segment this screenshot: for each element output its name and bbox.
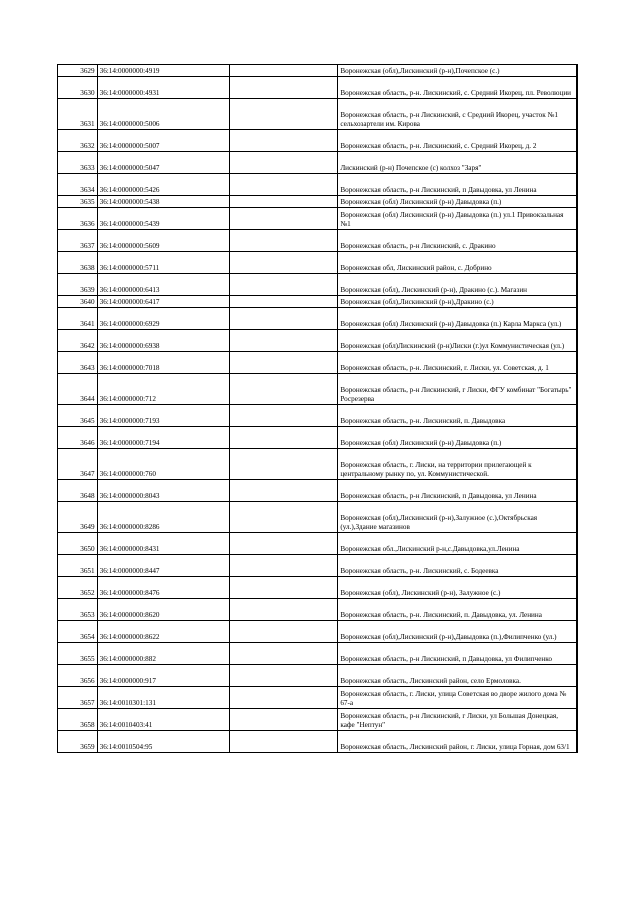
empty-cell bbox=[576, 374, 577, 405]
cadastral-number: 36:14:0000000:7194 bbox=[97, 427, 229, 449]
address: Воронежская область, г. Лиски, на территории прилегающей к центральному рынку по, ул. Коммунистической. bbox=[338, 449, 577, 480]
empty-cell bbox=[576, 208, 577, 230]
row-number: 3656 bbox=[58, 665, 98, 687]
empty-cell bbox=[229, 274, 338, 296]
table-row bbox=[58, 502, 578, 533]
empty-cell bbox=[576, 152, 577, 174]
cadastral-number: 36:14:0000000:7018 bbox=[97, 352, 229, 374]
cadastral-number: 36:14:0000000:882 bbox=[97, 643, 229, 665]
table-row bbox=[58, 330, 578, 352]
cadastral-number: 36:14:0000000:6417 bbox=[97, 296, 229, 308]
cadastral-number: 36:14:0000000:7193 bbox=[97, 405, 229, 427]
address: Воронежская (обл) Лискинский (р-н) Давыдовка (п.) bbox=[338, 427, 577, 449]
address: Воронежская область, г. Лиски, улица Советская во дворе жилого дома № 67-а bbox=[338, 687, 577, 709]
cadastral-number: 36:14:0000000:6929 bbox=[97, 308, 229, 330]
cadastral-number: 36:14:0000000:5711 bbox=[97, 252, 229, 274]
empty-cell bbox=[576, 230, 577, 252]
row-number: 3646 bbox=[58, 427, 98, 449]
empty-cell bbox=[229, 230, 338, 252]
empty-cell bbox=[576, 449, 577, 480]
empty-cell bbox=[576, 709, 577, 731]
empty-cell bbox=[229, 709, 338, 731]
row-number: 3647 bbox=[58, 449, 98, 480]
empty-cell bbox=[229, 621, 338, 643]
cadastral-number: 36:14:0000000:5609 bbox=[97, 230, 229, 252]
cadastral-number: 36:14:0000000:4931 bbox=[97, 77, 229, 99]
empty-cell bbox=[229, 196, 338, 208]
address: Воронежская область, Лискинский район, село Ермоловка. bbox=[338, 665, 577, 687]
row-number: 3650 bbox=[58, 533, 98, 555]
table-row bbox=[58, 449, 578, 480]
cadastral-number: 36:14:0000000:5047 bbox=[97, 152, 229, 174]
address: Воронежская область, р-н Лискинский, с Средний Икорец, участок №1 сельхозартели им. Кирова bbox=[338, 99, 577, 130]
table-row bbox=[58, 731, 578, 753]
cadastral-number: 36:14:0010504:95 bbox=[97, 731, 229, 753]
row-number: 3645 bbox=[58, 405, 98, 427]
empty-cell bbox=[576, 621, 577, 643]
row-number: 3630 bbox=[58, 77, 98, 99]
cadastral-number: 36:14:0000000:8476 bbox=[97, 577, 229, 599]
empty-cell bbox=[229, 308, 338, 330]
address: Воронежская (обл) Лискинский (р-н) Давыдовка (п.) ул.1 Привокзальная №1 bbox=[338, 208, 577, 230]
empty-cell bbox=[229, 502, 338, 533]
table-row bbox=[58, 427, 578, 449]
cadastral-number: 36:14:0000000:8431 bbox=[97, 533, 229, 555]
empty-cell bbox=[576, 665, 577, 687]
address: Воронежская область, р-н. Лискинский, п. Давыдовка bbox=[338, 405, 577, 427]
address: Воронежская область, Лискинский район, г. Лиски, улица Горная, дом 63/1 bbox=[338, 731, 577, 753]
address: Воронежская (обл)Лискинский (р-н)Лиски (г.)ул Коммунистическая (ул.) bbox=[338, 330, 577, 352]
empty-cell bbox=[229, 577, 338, 599]
empty-cell bbox=[229, 405, 338, 427]
address: Лискинский (р-н) Почепское (с) колхоз "Заря" bbox=[338, 152, 577, 174]
empty-cell bbox=[229, 555, 338, 577]
address: Воронежская (обл),Лискинский (р-н),Залужное (с.),Октябрьская (ул.),Здание магазинов bbox=[338, 502, 577, 533]
cadastral-number: 36:14:0000000:5007 bbox=[97, 130, 229, 152]
empty-cell bbox=[229, 77, 338, 99]
empty-cell bbox=[576, 533, 577, 555]
table-row bbox=[58, 99, 578, 130]
table-row bbox=[58, 252, 578, 274]
row-number: 3636 bbox=[58, 208, 98, 230]
empty-cell bbox=[229, 65, 338, 77]
table-row bbox=[58, 643, 578, 665]
table-row bbox=[58, 230, 578, 252]
address: Воронежская обл.,Лискинский р-н,с.Давыдовка,ул.Ленина bbox=[338, 533, 577, 555]
cadastral-number: 36:14:0000000:8622 bbox=[97, 621, 229, 643]
address: Воронежская (обл),Лискинский (р-н),Дракино (с.) bbox=[338, 296, 577, 308]
address: Воронежская область, р-н Лискинский, п Давыдовка, ул Филипченко bbox=[338, 643, 577, 665]
row-number: 3632 bbox=[58, 130, 98, 152]
cadastral-number: 36:14:0010301:131 bbox=[97, 687, 229, 709]
empty-cell bbox=[229, 352, 338, 374]
table-row bbox=[58, 152, 578, 174]
address: Воронежская область, р-н Лискинский, г Лиски, ФГУ комбинат "Богатырь" Росрезерва bbox=[338, 374, 577, 405]
empty-cell bbox=[229, 480, 338, 502]
register-table bbox=[57, 64, 578, 753]
row-number: 3634 bbox=[58, 174, 98, 196]
empty-cell bbox=[229, 252, 338, 274]
empty-cell bbox=[576, 643, 577, 665]
address: Воронежская область, р-н. Лискинский, г. Лиски, ул. Советская, д. 1 bbox=[338, 352, 577, 374]
cadastral-number: 36:14:0000000:5006 bbox=[97, 99, 229, 130]
row-number: 3649 bbox=[58, 502, 98, 533]
empty-cell bbox=[576, 77, 577, 99]
row-number: 3635 bbox=[58, 196, 98, 208]
address: Воронежская обл, Лискинский район, с. Добрино bbox=[338, 252, 577, 274]
empty-cell bbox=[229, 643, 338, 665]
empty-cell bbox=[576, 296, 577, 308]
empty-cell bbox=[576, 308, 577, 330]
table-row bbox=[58, 65, 578, 77]
address: Воронежская область, р-н Лискинский, п Давыдовка, ул Ленина bbox=[338, 480, 577, 502]
cadastral-number: 36:14:0000000:8447 bbox=[97, 555, 229, 577]
cadastral-number: 36:14:0000000:8043 bbox=[97, 480, 229, 502]
cadastral-number: 36:14:0000000:8620 bbox=[97, 599, 229, 621]
row-number: 3643 bbox=[58, 352, 98, 374]
row-number: 3655 bbox=[58, 643, 98, 665]
address: Воронежская область, р-н. Лискинский, с. Средний Икорец, д. 2 bbox=[338, 130, 577, 152]
cadastral-number: 36:14:0000000:8286 bbox=[97, 502, 229, 533]
empty-cell bbox=[576, 252, 577, 274]
table-row bbox=[58, 709, 578, 731]
address: Воронежская (обл) Лискинский (р-н) Давыдовка (п.) bbox=[338, 196, 577, 208]
table-row bbox=[58, 480, 578, 502]
row-number: 3642 bbox=[58, 330, 98, 352]
empty-cell bbox=[229, 687, 338, 709]
empty-cell bbox=[576, 196, 577, 208]
table-row bbox=[58, 274, 578, 296]
address: Воронежская (обл), Лискинский (р-н), Дракино (с.). Магазин bbox=[338, 274, 577, 296]
table-row bbox=[58, 405, 578, 427]
empty-cell bbox=[576, 405, 577, 427]
row-number: 3631 bbox=[58, 99, 98, 130]
table-row bbox=[58, 130, 578, 152]
empty-cell bbox=[576, 130, 577, 152]
row-number: 3653 bbox=[58, 599, 98, 621]
table-row bbox=[58, 174, 578, 196]
address: Воронежская (обл), Лискинский (р-н), Залужное (с.) bbox=[338, 577, 577, 599]
cadastral-number: 36:14:0000000:712 bbox=[97, 374, 229, 405]
empty-cell bbox=[576, 687, 577, 709]
row-number: 3629 bbox=[58, 65, 98, 77]
empty-cell bbox=[576, 577, 577, 599]
cadastral-number: 36:14:0000000:6413 bbox=[97, 274, 229, 296]
empty-cell bbox=[229, 599, 338, 621]
table-row bbox=[58, 533, 578, 555]
table-row bbox=[58, 687, 578, 709]
register-table-body bbox=[58, 65, 578, 753]
cadastral-number: 36:14:0000000:5439 bbox=[97, 208, 229, 230]
empty-cell bbox=[229, 533, 338, 555]
empty-cell bbox=[576, 731, 577, 753]
empty-cell bbox=[576, 274, 577, 296]
table-row bbox=[58, 308, 578, 330]
cadastral-number: 36:14:0000000:4919 bbox=[97, 65, 229, 77]
empty-cell bbox=[576, 174, 577, 196]
row-number: 3641 bbox=[58, 308, 98, 330]
cadastral-number: 36:14:0000000:5426 bbox=[97, 174, 229, 196]
empty-cell bbox=[576, 65, 577, 77]
empty-cell bbox=[229, 731, 338, 753]
cadastral-number: 36:14:0010403:41 bbox=[97, 709, 229, 731]
empty-cell bbox=[229, 330, 338, 352]
table-row bbox=[58, 374, 578, 405]
row-number: 3639 bbox=[58, 274, 98, 296]
cadastral-number: 36:14:0000000:6938 bbox=[97, 330, 229, 352]
address: Воронежская (обл) Лискинский (р-н) Давыдовка (п.) Карла Маркса (ул.) bbox=[338, 308, 577, 330]
address: Воронежская область, р-н Лискинский, г Лиски, ул Большая Донецкая, кафе "Нептун" bbox=[338, 709, 577, 731]
row-number: 3658 bbox=[58, 709, 98, 731]
empty-cell bbox=[229, 174, 338, 196]
address: Воронежская область, р-н Лискинский, п Давыдовка, ул Ленина bbox=[338, 174, 577, 196]
empty-cell bbox=[576, 427, 577, 449]
empty-cell bbox=[229, 449, 338, 480]
row-number: 3659 bbox=[58, 731, 98, 753]
empty-cell bbox=[229, 296, 338, 308]
table-row bbox=[58, 77, 578, 99]
address: Воронежская (обл),Лискинский (р-н),Почепское (с.) bbox=[338, 65, 577, 77]
empty-cell bbox=[576, 502, 577, 533]
empty-cell bbox=[229, 130, 338, 152]
row-number: 3657 bbox=[58, 687, 98, 709]
empty-cell bbox=[229, 99, 338, 130]
table-row bbox=[58, 577, 578, 599]
table-row bbox=[58, 621, 578, 643]
empty-cell bbox=[576, 555, 577, 577]
row-number: 3633 bbox=[58, 152, 98, 174]
address: Воронежская область, р-н. Лискинский, п. Давыдовка, ул. Ленина bbox=[338, 599, 577, 621]
empty-cell bbox=[576, 599, 577, 621]
table-row bbox=[58, 555, 578, 577]
table-row bbox=[58, 599, 578, 621]
table-row bbox=[58, 665, 578, 687]
row-number: 3644 bbox=[58, 374, 98, 405]
address: Воронежская область, р-н Лискинский, с. Дракино bbox=[338, 230, 577, 252]
table-row bbox=[58, 296, 578, 308]
row-number: 3637 bbox=[58, 230, 98, 252]
cadastral-number: 36:14:0000000:917 bbox=[97, 665, 229, 687]
empty-cell bbox=[229, 665, 338, 687]
empty-cell bbox=[229, 374, 338, 405]
row-number: 3648 bbox=[58, 480, 98, 502]
empty-cell bbox=[576, 99, 577, 130]
cadastral-number: 36:14:0000000:5438 bbox=[97, 196, 229, 208]
empty-cell bbox=[576, 352, 577, 374]
address: Воронежская область, р-н. Лискинский, с. Бодеевка bbox=[338, 555, 577, 577]
address: Воронежская область, р-н. Лискинский, с. Средний Икорец, пл. Революции bbox=[338, 77, 577, 99]
empty-cell bbox=[229, 208, 338, 230]
cadastral-number: 36:14:0000000:760 bbox=[97, 449, 229, 480]
empty-cell bbox=[576, 330, 577, 352]
table-row bbox=[58, 352, 578, 374]
row-number: 3654 bbox=[58, 621, 98, 643]
empty-cell bbox=[229, 427, 338, 449]
table-row bbox=[58, 196, 578, 208]
address: Воронежская (обл),Лискинский (р-н),Давыдовка (п.),Филипченко (ул.) bbox=[338, 621, 577, 643]
row-number: 3651 bbox=[58, 555, 98, 577]
row-number: 3652 bbox=[58, 577, 98, 599]
empty-cell bbox=[576, 480, 577, 502]
row-number: 3638 bbox=[58, 252, 98, 274]
row-number: 3640 bbox=[58, 296, 98, 308]
empty-cell bbox=[229, 152, 338, 174]
table-row bbox=[58, 208, 578, 230]
